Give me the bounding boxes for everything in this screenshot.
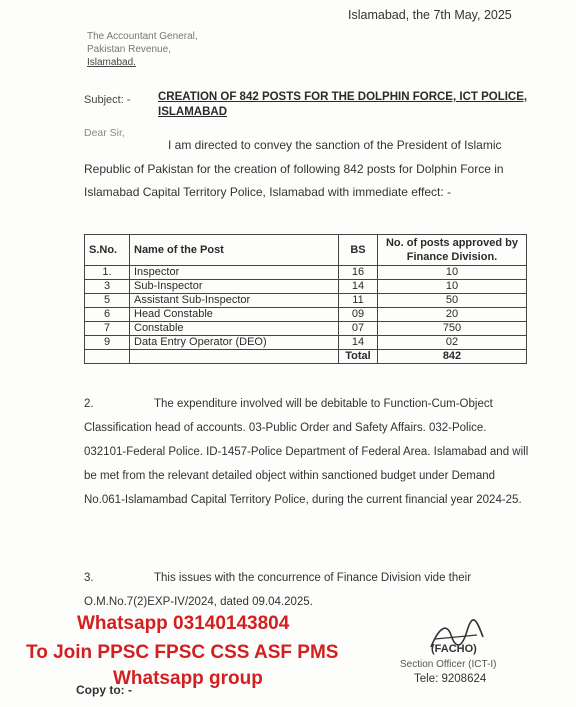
posts-table [84, 234, 527, 364]
cell-bs: 07 [339, 322, 378, 336]
header-sno: S.No. [85, 235, 130, 266]
table-row [85, 336, 527, 350]
overlay-group-text: Whatsapp group [113, 668, 263, 689]
cell-bs: 11 [339, 294, 378, 308]
addressee-city: Islamabad. [87, 57, 136, 68]
cell-name: Data Entry Operator (DEO) [130, 336, 339, 350]
header-bs: BS [339, 235, 378, 266]
cell-sno: 9 [85, 336, 130, 350]
cell-posts: 10 [378, 266, 527, 280]
paragraph-2-text: The expenditure involved will be debitable to Function-Cum-Object Classification head of accounts. 03-Public Order and Safety Affairs. 032-Police. 032101-Federal Police. ID-1457-Police Department of Federal Area. Islamabad and will be met from the relevant detailed object within sanctioned budget under Demand No.061-Islamambad Capital Territory Police, during the current financial year 2024-25. [84, 398, 529, 506]
cell-sno: 3 [85, 280, 130, 294]
addressee-line1: The Accountant General, [87, 31, 198, 42]
cell-posts: 10 [378, 280, 527, 294]
cell-name: Head Constable [130, 308, 339, 322]
total-label: Total [339, 350, 378, 364]
paragraph-3-text: This issues with the concurrence of Finance Division vide their O.M.No.7(2)EXP-IV/2024, dated 09.04.2025. [84, 572, 472, 608]
subject-label: Subject: - [84, 94, 131, 106]
letter-date: Islamabad, the 7th May, 2025 [348, 8, 512, 22]
overlay-join-text: To Join PPSC FPSC CSS ASF PMS [26, 642, 339, 663]
signature-title: Section Officer (ICT-I) [400, 659, 497, 670]
cell-posts: 50 [378, 294, 527, 308]
table-row [85, 266, 527, 280]
copy-to: Copy to: - [76, 683, 132, 697]
table-total-row [85, 350, 527, 364]
addressee-block [87, 30, 198, 69]
cell-posts: 20 [378, 308, 527, 322]
addressee-line2: Pakistan Revenue, [87, 44, 171, 55]
cell-sno: 7 [85, 322, 130, 336]
salutation: Dear Sir, [84, 127, 125, 139]
paragraph-1 [84, 134, 536, 205]
table-header-row [85, 235, 527, 266]
cell-name: Sub-Inspector [130, 280, 339, 294]
cell-name: Inspector [130, 266, 339, 280]
cell-empty [130, 350, 339, 364]
paragraph-1-text: I am directed to convey the sanction of the President of Islamic Republic of Pakistan for the creation of following 842 posts for Dolphin Force in Islamabad Capital Territory Police, Islamabad with immediate effect: - [84, 138, 504, 199]
overlay-whatsapp-number: Whatsapp 03140143804 [77, 613, 290, 634]
header-name: Name of the Post [130, 235, 339, 266]
cell-bs: 14 [339, 280, 378, 294]
signature-name: (FACHO) [431, 643, 477, 655]
cell-posts: 02 [378, 336, 527, 350]
cell-sno: 5 [85, 294, 130, 308]
total-value: 842 [378, 350, 527, 364]
cell-bs: 09 [339, 308, 378, 322]
cell-sno: 6 [85, 308, 130, 322]
cell-sno: 1. [85, 266, 130, 280]
cell-name: Assistant Sub-Inspector [130, 294, 339, 308]
paragraph-3-number: 3. [84, 572, 94, 584]
cell-posts: 750 [378, 322, 527, 336]
paragraph-3 [84, 566, 530, 614]
cell-bs: 14 [339, 336, 378, 350]
table-row [85, 322, 527, 336]
table-row [85, 280, 527, 294]
telephone: Tele: 9208624 [414, 673, 487, 685]
cell-bs: 16 [339, 266, 378, 280]
table-row [85, 294, 527, 308]
paragraph-2 [84, 392, 530, 512]
subject-text: CREATION OF 842 POSTS FOR THE DOLPHIN FORCE, ICT POLICE, ISLAMABAD [158, 91, 528, 118]
header-posts: No. of posts approved by Finance Division. [378, 235, 527, 266]
paragraph-2-number: 2. [84, 398, 94, 410]
table-row [85, 308, 527, 322]
cell-name: Constable [130, 322, 339, 336]
cell-empty [85, 350, 130, 364]
